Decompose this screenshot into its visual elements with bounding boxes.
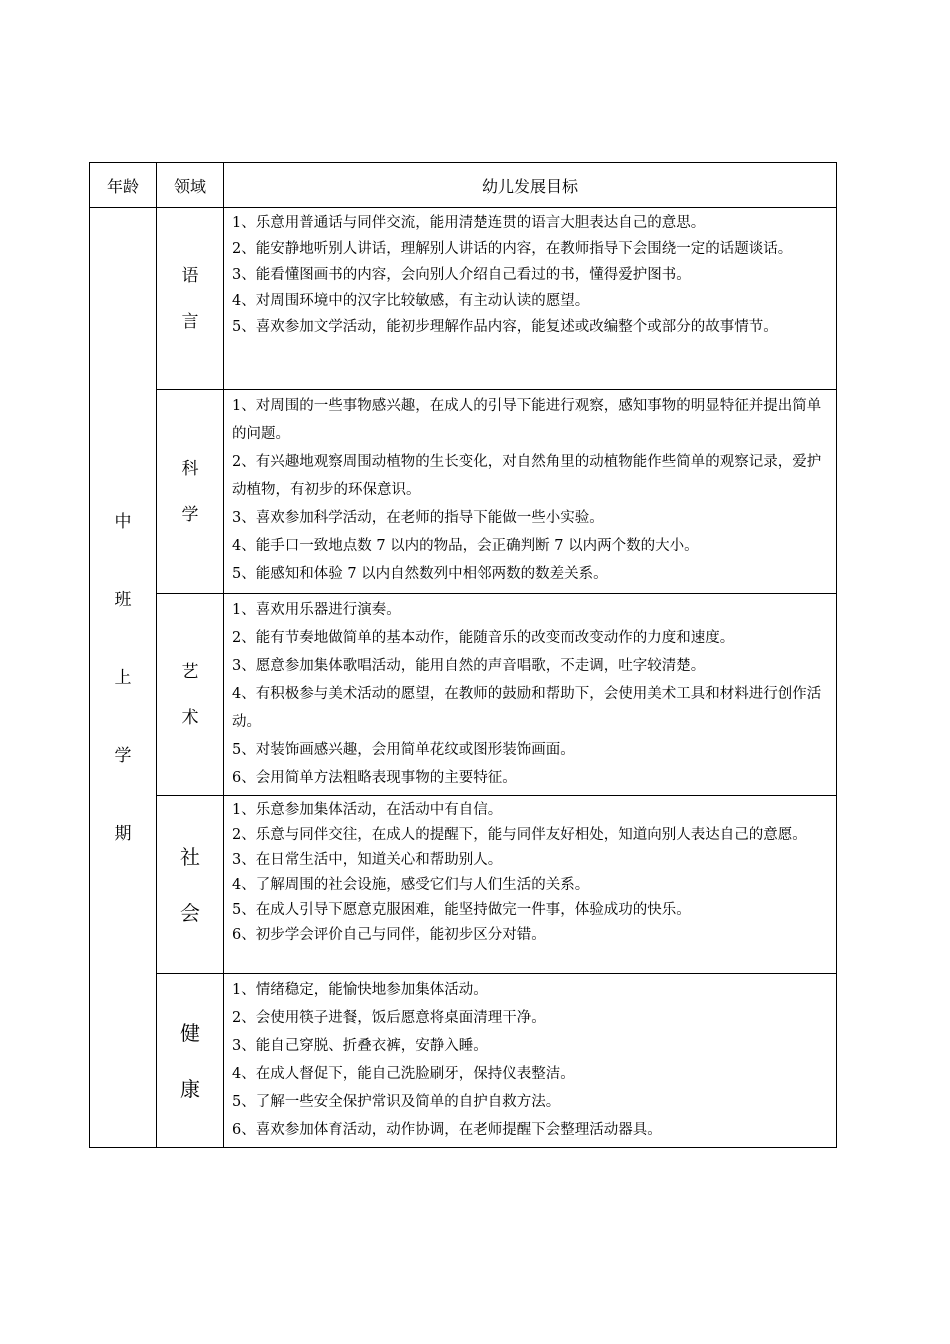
goals-cell-art (224, 594, 837, 796)
goal-item: 4、有积极参与美术活动的愿望，在教师的鼓励和帮助下，会使用美术工具和材料进行创作活动。 (232, 686, 822, 730)
goal-item: 3、能自己穿脱、折叠衣裤，安静入睡。 (232, 1038, 488, 1054)
goal-item: 6、喜欢参加体育活动，动作协调，在老师提醒下会整理活动器具。 (232, 1122, 662, 1138)
section-row-science (90, 390, 837, 594)
goal-item: 1、乐意用普通话与同伴交流，能用清楚连贯的语言大胆表达自己的意思。 (232, 215, 706, 231)
domain-char: 会 (180, 900, 200, 925)
goal-item: 4、能手口一致地点数 7 以内的物品，会正确判断 7 以内两个数的大小。 (232, 538, 699, 554)
development-goals-table (89, 162, 837, 1148)
goal-item: 3、喜欢参加科学活动，在老师的指导下能做一些小实验。 (232, 510, 604, 526)
goal-item: 4、了解周围的社会设施，感受它们与人们生活的关系。 (232, 877, 590, 893)
domain-char: 科 (181, 458, 199, 479)
domain-char: 康 (180, 1076, 200, 1101)
goal-item: 5、在成人引导下愿意克服困难，能坚持做完一件事，体验成功的快乐。 (232, 902, 691, 918)
domain-char: 术 (181, 707, 199, 728)
domain-char: 学 (181, 504, 199, 525)
domain-cell-science (157, 390, 224, 594)
goal-item: 3、能看懂图画书的内容，会向别人介绍自己看过的书，懂得爱护图书。 (232, 267, 691, 283)
goals-cell-society (224, 796, 837, 974)
goal-item: 2、会使用筷子进餐，饭后愿意将桌面清理干净。 (232, 1010, 546, 1026)
age-char: 中 (114, 511, 132, 532)
header-domain: 领域 (157, 163, 224, 208)
age-cell (90, 208, 157, 1148)
age-char: 学 (114, 745, 132, 766)
header-goals: 幼儿发展目标 (224, 163, 837, 208)
goal-item: 6、初步学会评价自己与同伴，能初步区分对错。 (232, 927, 546, 943)
domain-char: 艺 (181, 661, 199, 682)
goal-item: 5、喜欢参加文学活动，能初步理解作品内容，能复述或改编整个或部分的故事情节。 (232, 319, 778, 335)
domain-cell-health (157, 974, 224, 1148)
goal-item: 1、乐意参加集体活动，在活动中有自信。 (232, 802, 503, 818)
goals-cell-science (224, 390, 837, 594)
section-row-language (90, 208, 837, 390)
domain-cell-society (157, 796, 224, 974)
goal-item: 5、对装饰画感兴趣，会用简单花纹或图形装饰画面。 (232, 742, 575, 758)
goal-item: 3、愿意参加集体歌唱活动，能用自然的声音唱歌，不走调，吐字较清楚。 (232, 658, 706, 674)
goal-item: 5、了解一些安全保护常识及简单的自护自救方法。 (232, 1094, 561, 1110)
section-row-health (90, 974, 837, 1148)
header-age: 年龄 (90, 163, 157, 208)
section-row-art (90, 594, 837, 796)
goal-item: 5、能感知和体验 7 以内自然数列中相邻两数的数差关系。 (232, 566, 608, 582)
goal-item: 4、对周围环境中的汉字比较敏感，有主动认读的愿望。 (232, 293, 590, 309)
age-char: 班 (114, 589, 132, 610)
age-char: 上 (114, 667, 132, 688)
domain-char: 言 (181, 311, 199, 332)
goal-item: 2、能安静地听别人讲话，理解别人讲话的内容，在教师指导下会围绕一定的话题谈话。 (232, 241, 793, 257)
goal-item: 2、乐意与同伴交往，在成人的提醒下，能与同伴友好相处，知道向别人表达自己的意愿。 (232, 827, 807, 843)
domain-char: 社 (180, 844, 200, 869)
section-row-society (90, 796, 837, 974)
domain-cell-art (157, 594, 224, 796)
domain-char: 语 (181, 265, 199, 286)
goal-item: 6、会用简单方法粗略表现事物的主要特征。 (232, 770, 517, 786)
age-char: 期 (114, 823, 132, 844)
goals-cell-health (224, 974, 837, 1148)
domain-char: 健 (180, 1020, 200, 1045)
goal-item: 2、有兴趣地观察周围动植物的生长变化，对自然角里的动植物能作些简单的观察记录，爱护动植物，有初步的环保意识。 (232, 454, 822, 498)
goal-item: 1、对周围的一些事物感兴趣，在成人的引导下能进行观察，感知事物的明显特征并提出简单的问题。 (232, 398, 822, 442)
header-row (90, 163, 837, 208)
domain-cell-language (157, 208, 224, 390)
goal-item: 1、喜欢用乐器进行演奏。 (232, 602, 401, 618)
goal-item: 1、情绪稳定，能愉快地参加集体活动。 (232, 982, 488, 998)
goals-cell-language (224, 208, 837, 390)
goal-item: 4、在成人督促下，能自己洗脸刷牙，保持仪表整洁。 (232, 1066, 575, 1082)
goal-item: 3、在日常生活中，知道关心和帮助别人。 (232, 852, 503, 868)
goal-item: 2、能有节奏地做简单的基本动作，能随音乐的改变而改变动作的力度和速度。 (232, 630, 735, 646)
